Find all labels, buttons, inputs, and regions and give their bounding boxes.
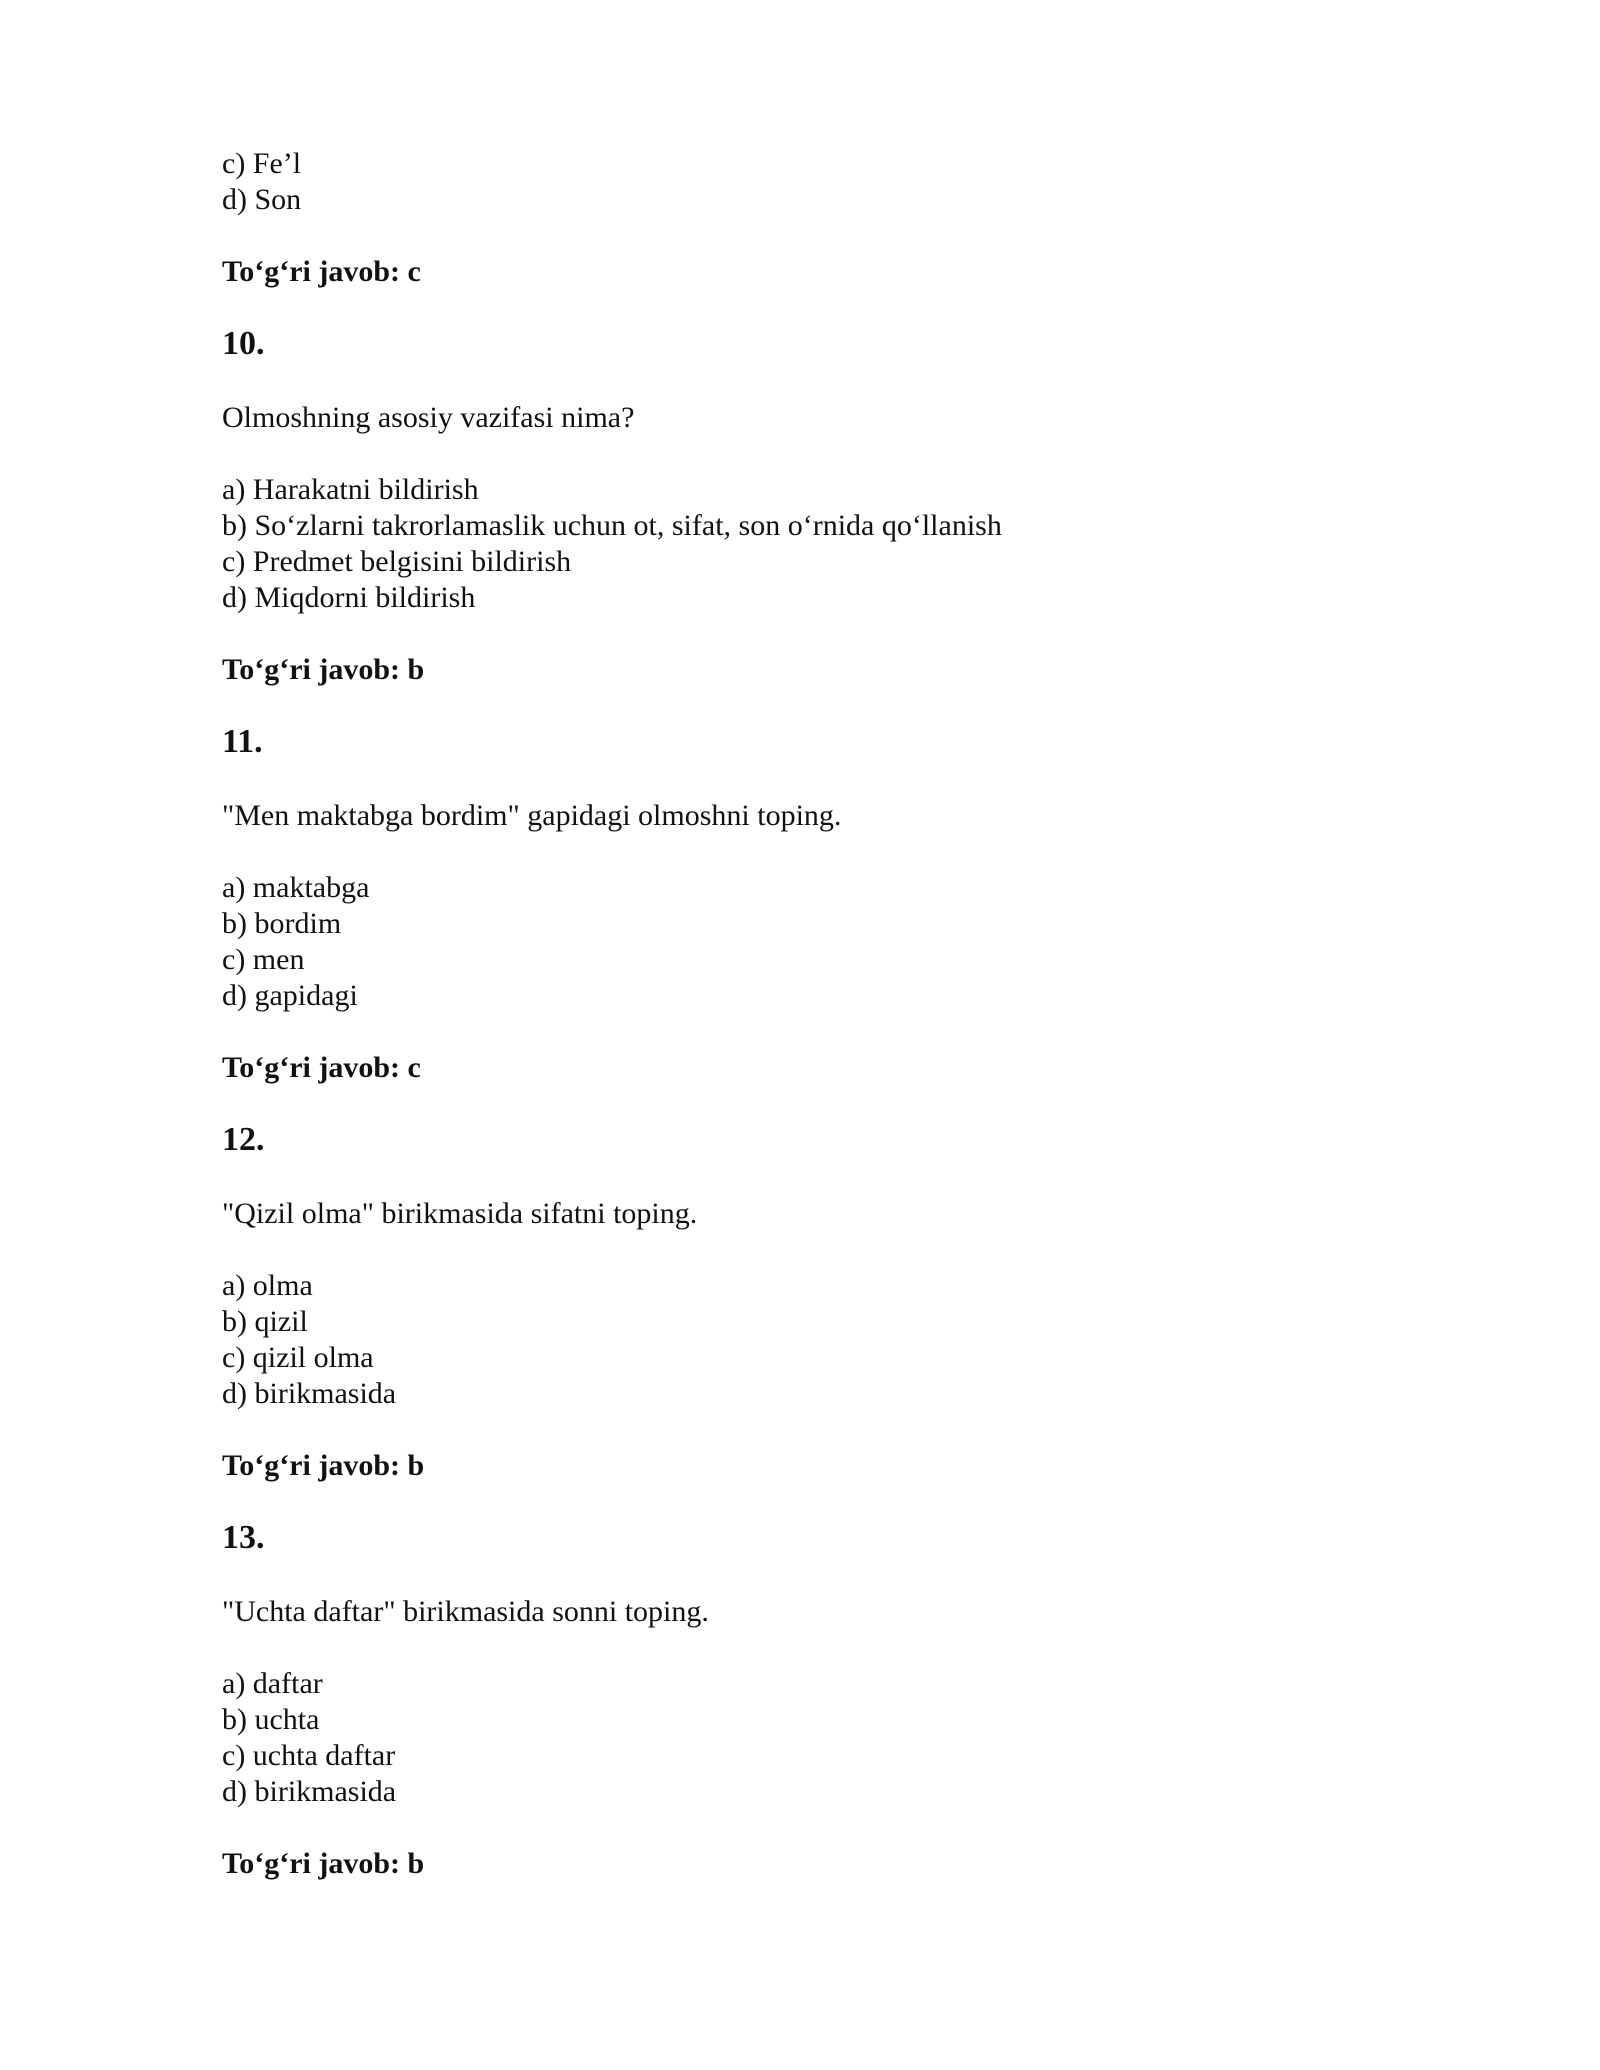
option-a: a) daftar [222, 1667, 323, 1700]
question-text: "Qizil olma" birikmasida sifatni toping. [222, 1197, 698, 1230]
option-a: a) olma [222, 1269, 313, 1302]
question-text: Olmoshning asosiy vazifasi nima? [222, 401, 635, 434]
correct-answer: To‘g‘ri javob: b [222, 1847, 425, 1880]
option-c: c) men [222, 943, 305, 976]
option-a: a) maktabga [222, 871, 370, 904]
correct-answer: To‘g‘ri javob: b [222, 653, 425, 686]
question-11 [222, 722, 1378, 1086]
question-number: 12. [222, 1121, 265, 1158]
option-c: c) Fe’l [222, 147, 302, 180]
correct-answer: To‘g‘ri javob: c [222, 255, 421, 288]
option-d: d) gapidagi [222, 979, 358, 1012]
option-d: d) birikmasida [222, 1775, 397, 1808]
option-b: b) qizil [222, 1305, 308, 1338]
question-number: 10. [222, 325, 265, 362]
question-9-continuation [222, 146, 1378, 290]
option-c: c) uchta daftar [222, 1739, 396, 1772]
option-b: b) uchta [222, 1703, 320, 1736]
option-d: d) Miqdorni bildirish [222, 581, 476, 614]
question-text: "Men maktabga bordim" gapidagi olmoshni toping. [222, 799, 842, 832]
question-text: "Uchta daftar" birikmasida sonni toping. [222, 1595, 709, 1628]
correct-answer: To‘g‘ri javob: c [222, 1051, 421, 1084]
option-b: b) So‘zlarni takrorlamaslik uchun ot, sifat, son o‘rnida qo‘llanish [222, 509, 1002, 542]
question-number: 11. [222, 723, 263, 760]
option-c: c) Predmet belgisini bildirish [222, 545, 572, 578]
option-c: c) qizil olma [222, 1341, 374, 1374]
option-a: a) Harakatni bildirish [222, 473, 479, 506]
option-d: d) Son [222, 183, 302, 216]
option-b: b) bordim [222, 907, 342, 940]
question-10 [222, 324, 1378, 688]
correct-answer: To‘g‘ri javob: b [222, 1449, 425, 1482]
question-number: 13. [222, 1519, 265, 1556]
question-12 [222, 1120, 1378, 1484]
option-d: d) birikmasida [222, 1377, 397, 1410]
question-13 [222, 1518, 1378, 1882]
